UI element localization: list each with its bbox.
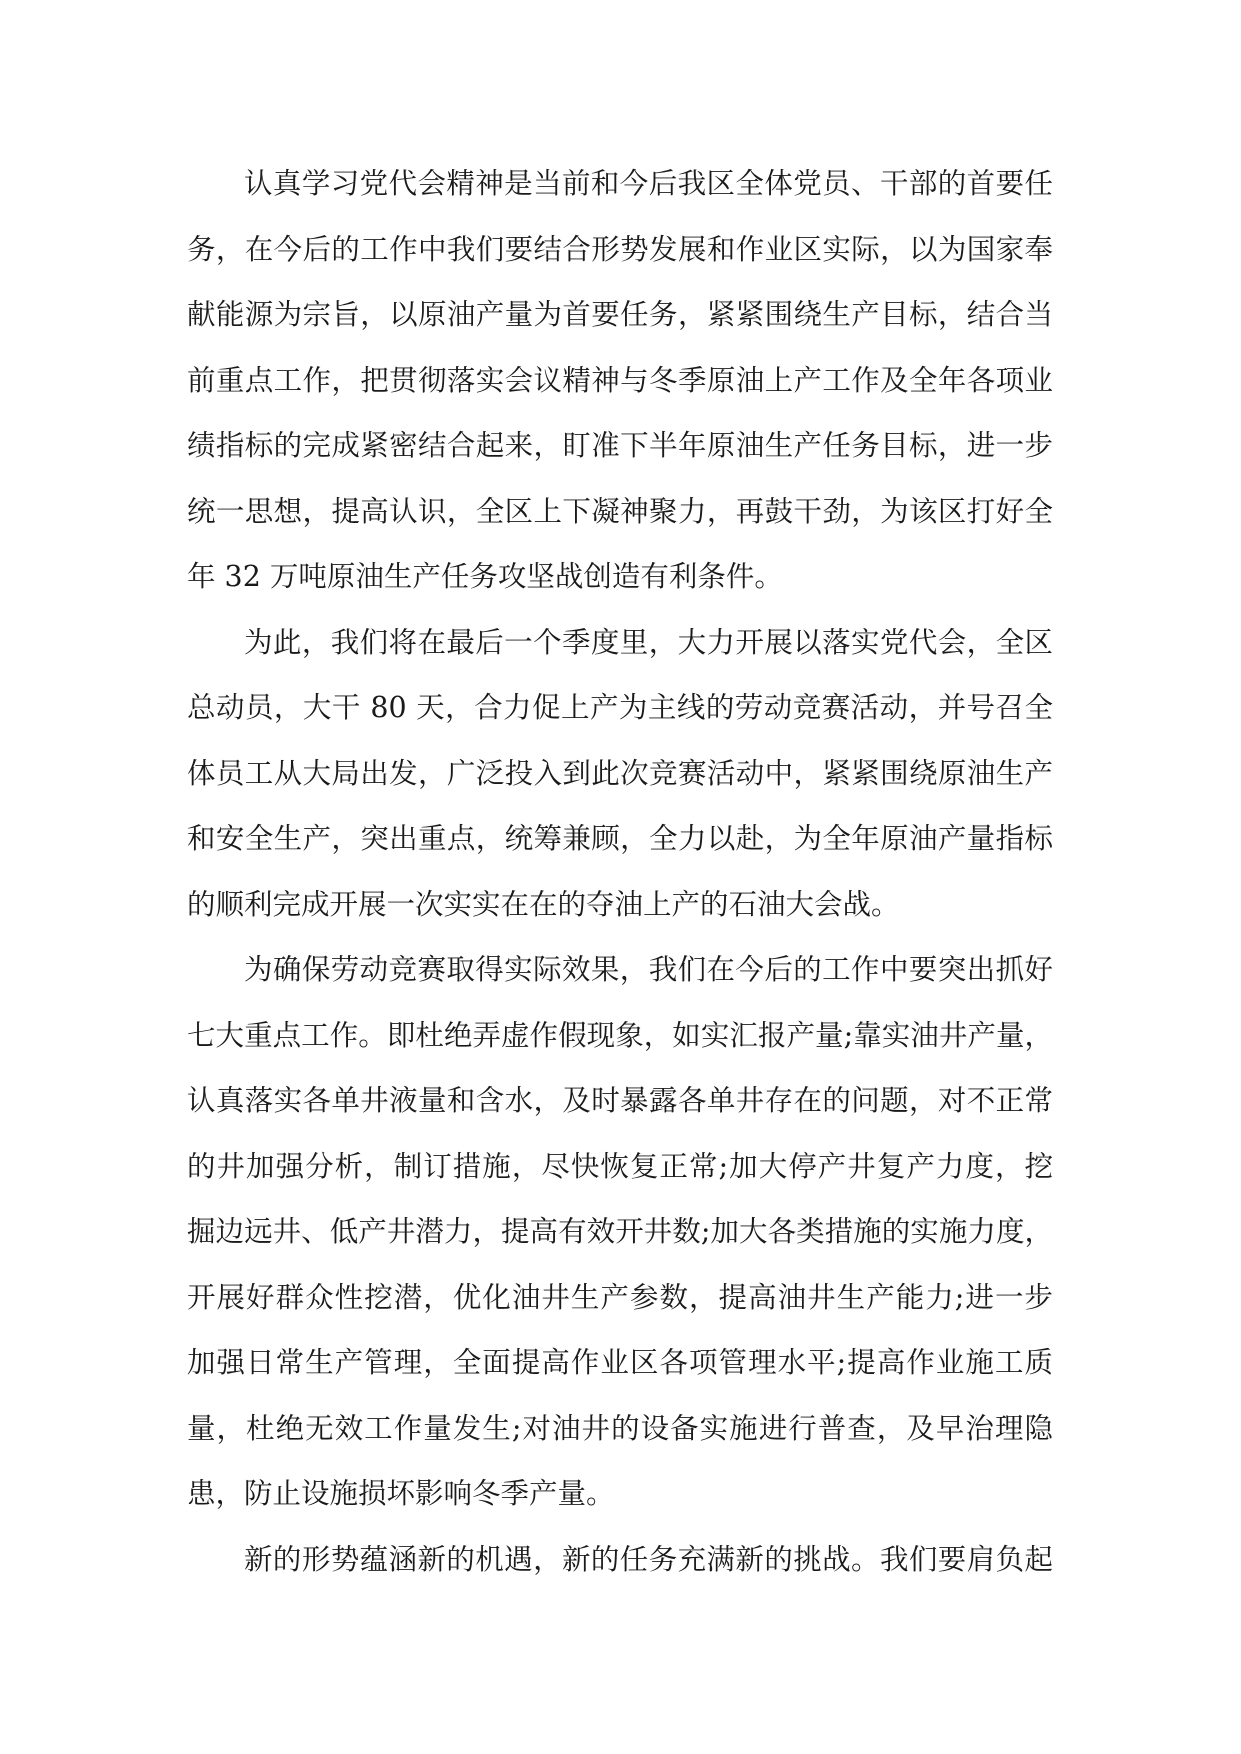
text-line: 掘边远井、低产井潜力，提高有效开井数;加大各类措施的实施力度，	[187, 1215, 1053, 1248]
text-line: 务，在今后的工作中我们要结合形势发展和作业区实际，以为国家奉	[187, 232, 1053, 266]
text-line: 总动员，大干 80 天，合力促上产为主线的劳动竞赛活动，并号召全	[187, 691, 1053, 724]
text-line: 和安全生产，突出重点，统筹兼顾，全力以赴，为全年原油产量指标	[187, 822, 1053, 855]
paragraph-1	[187, 151, 1053, 610]
text-line: 绩指标的完成紧密结合起来，盯准下半年原油生产任务目标，进一步	[187, 429, 1053, 462]
text-line: 认真学习党代会精神是当前和今后我区全体党员、干部的首要任	[244, 167, 1053, 200]
text-line: 为此，我们将在最后一个季度里，大力开展以落实党代会，全区	[244, 625, 1053, 659]
paragraph-3	[187, 937, 1053, 1527]
text-line: 的顺利完成开展一次实实在在的夺油上产的石油大会战。	[187, 887, 900, 921]
document-body	[187, 151, 1053, 1592]
text-line: 的井加强分析，制订措施，尽快恢复正常;加大停产井复产力度，挖	[187, 1149, 1053, 1183]
text-line: 体员工从大局出发，广泛投入到此次竞赛活动中，紧紧围绕原油生产	[187, 756, 1053, 790]
text-line: 献能源为宗旨，以原油产量为首要任务，紧紧围绕生产目标，结合当	[187, 298, 1053, 331]
text-line: 为确保劳动竞赛取得实际效果，我们在今后的工作中要突出抓好	[244, 953, 1053, 986]
paragraph-2	[187, 610, 1053, 938]
text-line: 统一思想，提高认识，全区上下凝神聚力，再鼓干劲，为该区打好全	[187, 494, 1053, 528]
text-line: 患，防止设施损坏影响冬季产量。	[187, 1477, 615, 1510]
text-line: 加强日常生产管理，全面提高作业区各项管理水平;提高作业施工质	[187, 1346, 1053, 1379]
text-line: 七大重点工作。即杜绝弄虚作假现象，如实汇报产量;靠实油井产量，	[187, 1018, 1053, 1052]
text-line: 年 32 万吨原油生产任务攻坚战创造有利条件。	[187, 560, 783, 593]
text-line: 量，杜绝无效工作量发生;对油井的设备实施进行普查，及早治理隐	[187, 1411, 1053, 1445]
text-line: 开展好群众性挖潜，优化油井生产参数，提高油井生产能力;进一步	[187, 1280, 1053, 1314]
text-line: 新的形势蕴涵新的机遇，新的任务充满新的挑战。我们要肩负起	[244, 1542, 1053, 1576]
text-line: 认真落实各单井液量和含水，及时暴露各单井存在的问题，对不正常	[187, 1084, 1053, 1117]
text-line: 前重点工作，把贯彻落实会议精神与冬季原油上产工作及全年各项业	[187, 363, 1053, 397]
paragraph-4	[187, 1527, 1053, 1593]
